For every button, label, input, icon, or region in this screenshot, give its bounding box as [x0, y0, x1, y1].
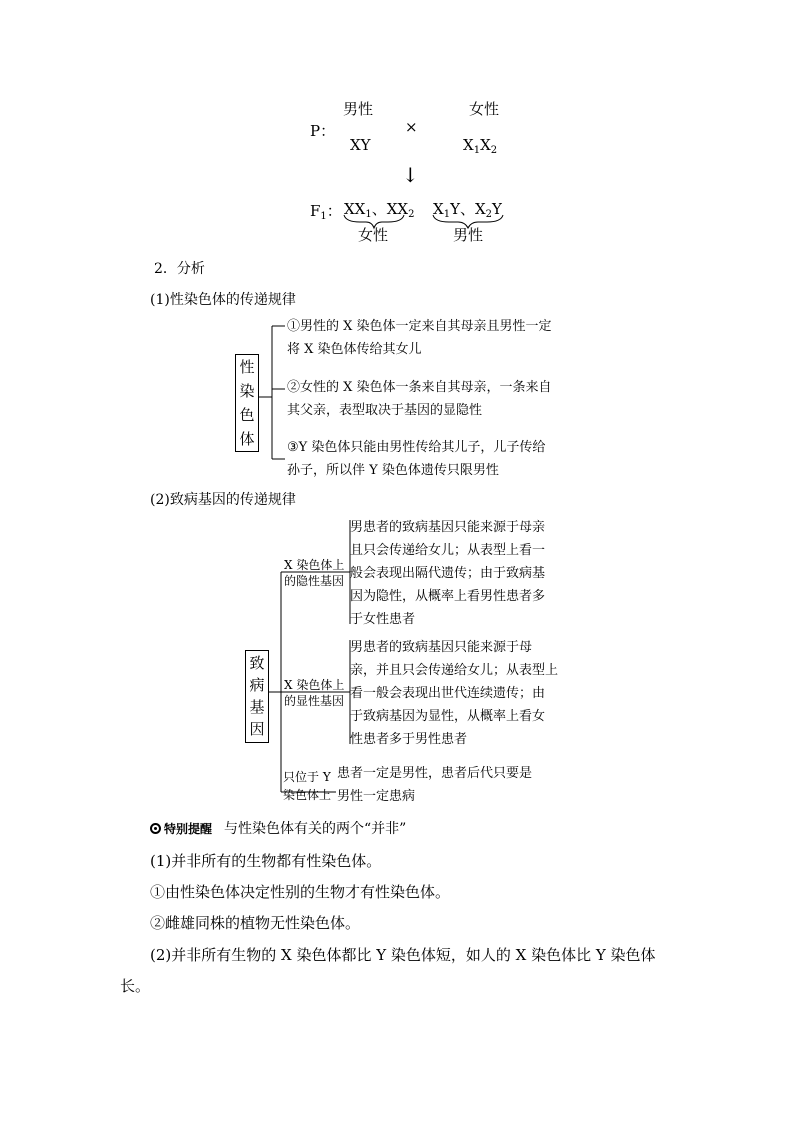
tip-paragraph-3: ②雌雄同株的植物无性染色体。 — [150, 914, 361, 932]
tip-paragraph-4-line-2: 长。 — [120, 977, 151, 995]
branch-desc-x-recessive: 男患者的致病基因只能来源于母亲 且只会传递给女儿；从表型上看一 般会表现出隔代遗传；由于致病基 因为隐性，从概率上看男性患者多 于女性患者 — [350, 520, 546, 627]
tip-paragraph-4-line-1: (2)并非所有生物的 X 染色体都比 Y 染色体短，如人的 X 染色体比 Y 染色体 — [150, 946, 656, 964]
male-result: 男性 — [453, 226, 484, 244]
analysis-heading: 2．分析 — [154, 261, 205, 277]
branch-label-x-dominant: X 染色体上 的显性基因 — [284, 678, 345, 708]
section-1-title: (1)性染色体的传递规律 — [150, 292, 296, 308]
f1-female-genotypes: $XX_1$、$XX_2$ — [344, 200, 415, 220]
down-arrow-icon: ↓ — [402, 163, 419, 187]
tip-title: 与性染色体有关的两个“并非” — [224, 821, 407, 837]
tip-header — [150, 818, 406, 838]
p-label: P： — [310, 122, 336, 140]
female-genotype: $X_1X_2$ — [463, 136, 498, 156]
female-label: 女性 — [469, 100, 500, 118]
f1-label: $F_1$： — [310, 202, 342, 222]
pathogenic-gene-box: 致 病 基 因 — [245, 650, 269, 743]
cross-symbol: × — [405, 118, 418, 136]
rule-2: ②女性的 X 染色体一条来自其母亲，一条来自 其父亲，表型取决于基因的显隐性 — [287, 380, 552, 418]
branch-label-y-only: 只位于 Y 染色体上 — [283, 770, 332, 802]
male-genotype: XY — [350, 136, 371, 154]
tip-badge: 特别提醒 — [164, 822, 213, 836]
rule-1: ①男性的 X 染色体一定来自其母亲且男性一定 将 X 染色体传给其女儿 — [287, 319, 552, 357]
target-icon — [150, 823, 161, 834]
branch-desc-x-dominant: 男患者的致病基因只能来源于母 亲，并且只会传递给女儿；从表型上 看一般会表现出世代连续遗传；由 于致病基因为显性，从概率上看女 性患者多于男性患者 — [350, 640, 559, 747]
section-2-title: (2)致病基因的传递规律 — [150, 492, 296, 508]
branch-desc-y-only: 患者一定是男性，患者后代只要是 男性一定患病 — [337, 766, 533, 804]
rule-3: ③Y 染色体只能由男性传给其儿子，儿子传给 孙子，所以伴 Y 染色体遗传只限男性 — [287, 440, 546, 478]
tip-paragraph-2: ①由性染色体决定性别的生物才有性染色体。 — [150, 883, 451, 901]
f1-male-genotypes: $X_1Y$、$X_2Y$ — [433, 200, 502, 220]
male-label: 男性 — [343, 100, 374, 118]
tip-paragraph-1: (1)并非所有的生物都有性染色体。 — [150, 852, 382, 870]
female-result: 女性 — [358, 226, 389, 244]
sex-chromosome-box: 性 染 色 体 — [235, 354, 259, 452]
branch-label-x-recessive: X 染色体上 的隐性基因 — [284, 558, 345, 588]
